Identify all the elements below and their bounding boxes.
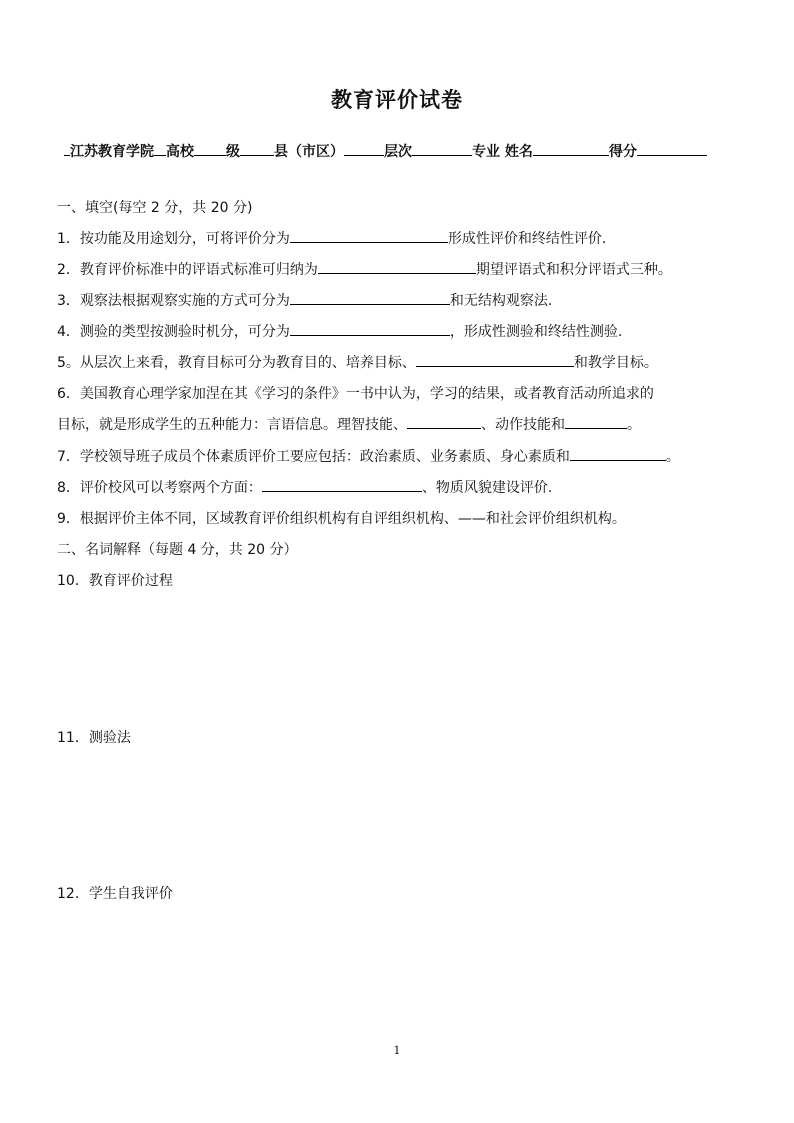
answer-blank-1[interactable] bbox=[290, 228, 448, 243]
school-label: 高校 bbox=[166, 144, 194, 160]
question-3-text: 3．观察法根据观察实施的方式可分为 bbox=[57, 293, 290, 309]
question-6-line1: 6．美国教育心理学家加涅在其《学习的条件》一书中认为，学习的结果，或者教育活动所追求的 bbox=[57, 386, 654, 402]
score-label: 得分 bbox=[608, 144, 637, 160]
question-11: 11．测验法 bbox=[57, 730, 131, 746]
question-8 bbox=[57, 477, 552, 497]
info-blank-county[interactable] bbox=[344, 140, 384, 156]
question-3 bbox=[57, 290, 552, 310]
answer-blank-6a[interactable] bbox=[407, 414, 481, 429]
level-label: 层次 bbox=[384, 144, 412, 160]
question-6-tail: 。 bbox=[627, 417, 641, 433]
question-6-text: 目标，就是形成学生的五种能力：言语信息。理智技能、 bbox=[57, 417, 407, 433]
answer-blank-8[interactable] bbox=[262, 477, 422, 492]
info-blank-name[interactable] bbox=[533, 140, 609, 156]
question-6-mid: 、动作技能和 bbox=[481, 417, 565, 433]
name-label: 姓名 bbox=[504, 144, 533, 160]
question-2-tail: 期望评语式和积分评语式三种。 bbox=[475, 262, 672, 278]
question-7-tail: 。 bbox=[665, 449, 680, 465]
info-blank-school[interactable] bbox=[194, 140, 226, 156]
question-7-text: 7．学校领导班子成员个体素质评价工要应包括：政治素质、业务素质、身心素质和 bbox=[57, 449, 570, 465]
student-info-line bbox=[64, 140, 707, 161]
question-2-text: 2．教育评价标准中的评语式标准可归纳为 bbox=[57, 262, 318, 278]
grade-label: 级 bbox=[226, 144, 240, 160]
question-10: 10．教育评价过程 bbox=[57, 573, 173, 589]
question-3-tail: 和无结构观察法. bbox=[449, 293, 553, 309]
question-9: 9．根据评价主体不同，区域教育评价组织机构有自评组织机构、——和社会评价组织机构。 bbox=[57, 511, 626, 527]
section2-heading: 二、名词解释（每题 4 分，共 20 分） bbox=[57, 542, 298, 558]
question-4 bbox=[57, 321, 622, 341]
info-blank-grade[interactable] bbox=[240, 140, 274, 156]
question-1 bbox=[57, 228, 606, 248]
question-4-tail: ，形成性测验和终结性测验. bbox=[449, 324, 623, 340]
answer-blank-7[interactable] bbox=[570, 446, 666, 461]
answer-blank-2[interactable] bbox=[318, 259, 476, 274]
question-8-tail: 、物质风貌建设评价. bbox=[421, 480, 553, 496]
info-blank-score[interactable] bbox=[637, 140, 707, 156]
major-label: 专业 bbox=[472, 144, 500, 160]
question-5-tail: 和教学目标。 bbox=[573, 355, 658, 371]
question-5 bbox=[57, 352, 658, 372]
answer-blank-5[interactable] bbox=[416, 352, 574, 367]
question-8-text: 8．评价校风可以考察两个方面： bbox=[57, 480, 262, 496]
county-label: 县（市区） bbox=[274, 144, 344, 160]
info-blank-college[interactable] bbox=[154, 140, 166, 156]
section1-heading: 一、填空(每空 2 分，共 20 分) bbox=[57, 200, 253, 216]
answer-blank-6b[interactable] bbox=[565, 414, 627, 429]
page-number: 1 bbox=[393, 1044, 401, 1057]
question-1-tail: 形成性评价和终结性评价. bbox=[447, 231, 607, 247]
question-6-line2 bbox=[57, 414, 641, 434]
question-4-text: 4．测验的类型按测验时机分，可分为 bbox=[57, 324, 290, 340]
question-5-text: 5。从层次上来看，教育目标可分为教育目的、培养目标、 bbox=[57, 355, 416, 371]
answer-blank-3[interactable] bbox=[290, 290, 450, 305]
question-1-text: 1．按功能及用途划分，可将评价分为 bbox=[57, 231, 290, 247]
info-blank-level[interactable] bbox=[412, 140, 472, 156]
college-label: 江苏教育学院 bbox=[70, 144, 154, 160]
question-12: 12．学生自我评价 bbox=[57, 886, 173, 902]
exam-title: 教育评价试卷 bbox=[331, 87, 463, 112]
question-7 bbox=[57, 446, 680, 466]
answer-blank-4[interactable] bbox=[290, 321, 450, 336]
question-2 bbox=[57, 259, 672, 279]
